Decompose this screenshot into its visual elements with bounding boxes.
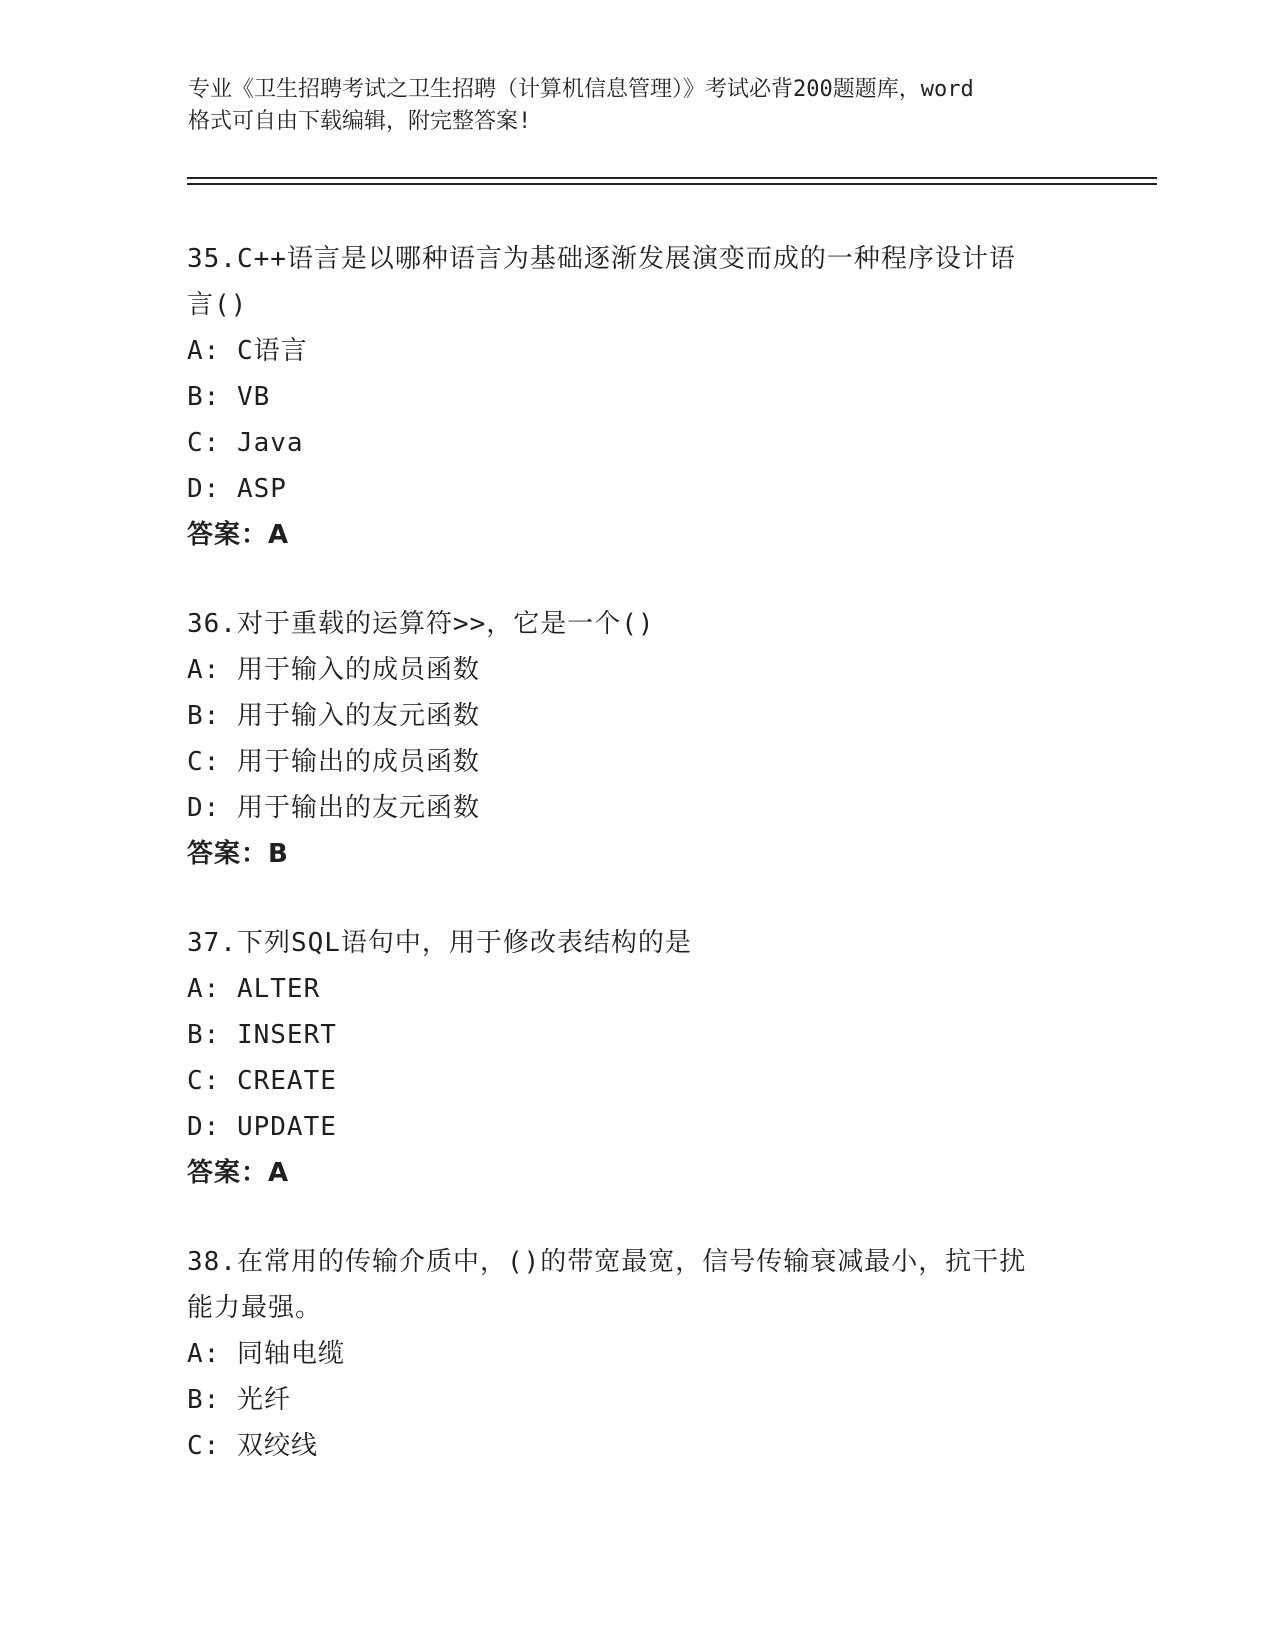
question-37 — [187, 920, 1087, 1196]
question-stem: 37.下列SQL语句中，用于修改表结构的是 — [187, 928, 692, 958]
question-38 — [187, 1239, 1087, 1469]
document-header — [188, 74, 1088, 138]
option-d: D: 用于输出的友元函数 — [187, 793, 480, 823]
header-rule-top — [187, 177, 1157, 179]
option-a: A: ALTER — [187, 974, 321, 1004]
question-stem: 36.对于重载的运算符>>，它是一个() — [187, 609, 655, 639]
question-list — [187, 236, 1087, 1469]
header-line-1: 专业《卫生招聘考试之卫生招聘（计算机信息管理）》考试必背200题题库，word — [188, 77, 974, 102]
option-b: B: 光纤 — [187, 1385, 291, 1415]
answer: 答案：A — [187, 520, 290, 550]
option-b: B: 用于输入的友元函数 — [187, 701, 480, 731]
option-b: B: VB — [187, 382, 271, 412]
header-line-2: 格式可自由下载编辑，附完整答案! — [188, 109, 532, 134]
answer: 答案：B — [187, 839, 289, 869]
question-stem-continued: 能力最强。 — [187, 1293, 323, 1323]
option-c: C: Java — [187, 428, 304, 458]
question-36 — [187, 601, 1087, 877]
option-d: D: UPDATE — [187, 1112, 337, 1142]
question-35 — [187, 236, 1087, 558]
option-c: C: 用于输出的成员函数 — [187, 747, 480, 777]
option-b: B: INSERT — [187, 1020, 337, 1050]
question-stem: 35.C++语言是以哪种语言为基础逐渐发展演变而成的一种程序设计语 — [187, 244, 1016, 274]
answer: 答案：A — [187, 1158, 290, 1188]
option-a: A: C语言 — [187, 336, 308, 366]
header-rule-bottom — [187, 183, 1157, 185]
question-stem: 38.在常用的传输介质中，()的带宽最宽，信号传输衰减最小，抗干扰 — [187, 1247, 1027, 1277]
option-c: C: CREATE — [187, 1066, 337, 1096]
option-a: A: 用于输入的成员函数 — [187, 655, 480, 685]
option-a: A: 同轴电缆 — [187, 1339, 345, 1369]
option-d: D: ASP — [187, 474, 287, 504]
question-stem-continued: 言() — [187, 290, 248, 320]
option-c: C: 双绞线 — [187, 1431, 318, 1461]
